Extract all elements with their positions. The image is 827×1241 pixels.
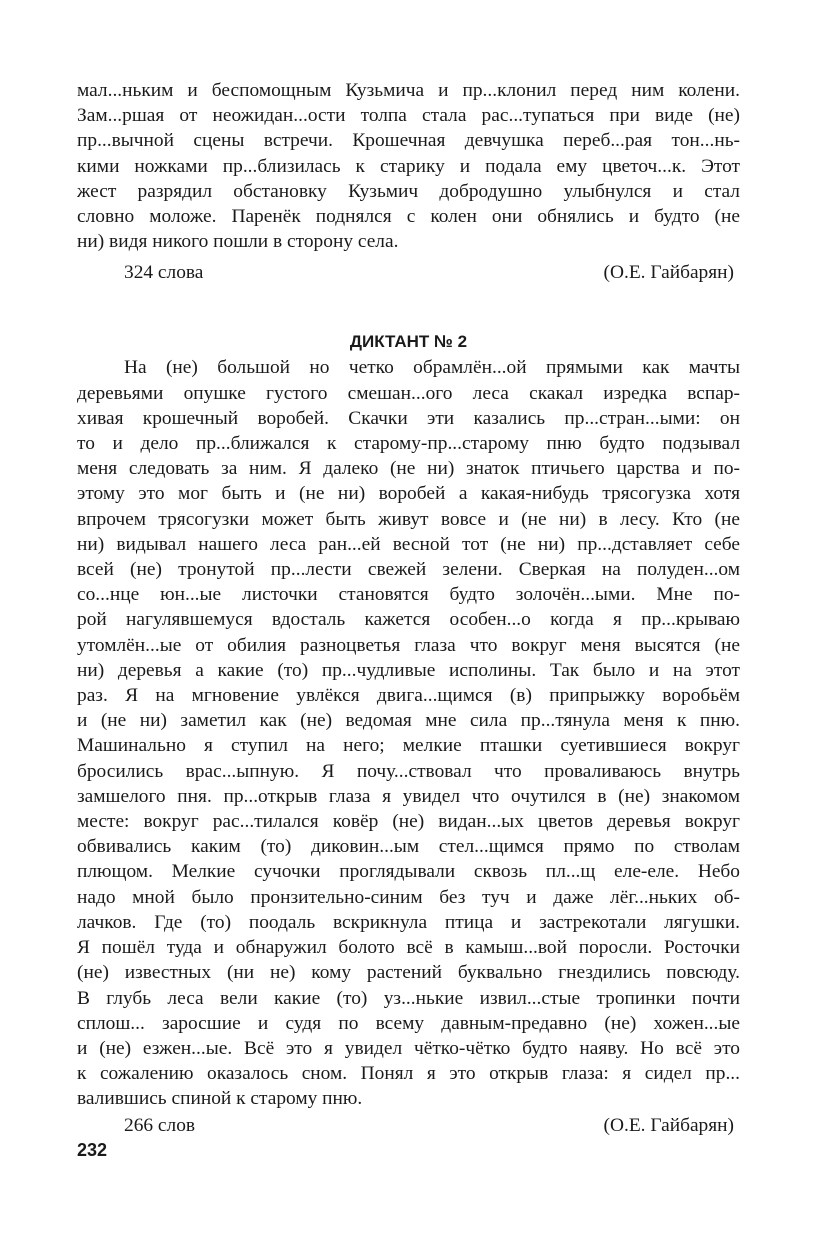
- text-line: На (не) большой но четко обрамлён...ой прямыми как мачты: [124, 357, 740, 379]
- text-line: хивая крошечный воробей. Скачки эти казались пр...стран...ыми: он: [77, 407, 740, 429]
- text-line: В глубь леса вели какие (то) уз...нькие извил...стые тропинки почти: [77, 987, 740, 1009]
- text-line: этому это мог быть и (не ни) воробей а какая-нибудь трясогузка хотя: [77, 483, 740, 505]
- text-line: кими ножками пр...близилась к старику и подала ему цветоч...к. Этот: [77, 155, 740, 177]
- text-line: со...нце юн...ые листочки становятся будто золочён...ыми. Мне по-: [77, 584, 740, 606]
- text-line: и (не) езжен...ые. Всё это я увидел чётко-чётко будто наяву. Но всё это: [77, 1037, 740, 1059]
- text-line: (не) известных (ни не) кому растений буквально гнездились повсюду.: [77, 962, 740, 984]
- author-credit: (О.Е. Гайбарян): [603, 262, 734, 284]
- text-line: мал...ньким и беспомощным Кузьмича и пр...клонил перед ним колени.: [77, 80, 740, 101]
- word-count: 324 слова: [124, 262, 204, 284]
- page-number: 232: [77, 1140, 108, 1160]
- text-line: то и дело пр...ближался к старому-пр...старому пню будто подзывал: [77, 433, 740, 455]
- text-line: замшелого пня. пр...открыв глаза я увидел что очутился в (не) знакомом: [77, 785, 740, 807]
- text-line: ни) видывал нашего леса ран...ей весной тот (не ни) пр...дставляет себе: [77, 533, 740, 555]
- text-line: обвивались каким (то) диковин...ым стел...щимся прямо по стволам: [77, 836, 740, 858]
- text-line: деревьями опушке густого смешан...ого леса скакал изредка вспар-: [77, 382, 740, 404]
- text-line: месте: вокруг рас...тилался ковёр (не) видан...ых цветов деревья вокруг: [77, 811, 740, 833]
- text-line: всей (не) тронутой пр...лести свежей зелени. Сверкая на полуден...ом: [77, 559, 740, 581]
- text-line: Зам...ршая от неожидан...ости толпа стала рас...тупаться при виде (не): [77, 105, 740, 127]
- dictation-1-signature: [77, 260, 740, 285]
- text-line: надо мной было пронзительно-синим без туч и даже лёг...ньких об-: [77, 886, 740, 908]
- text-line: утомлён...ые от обилия разноцветья глаза что вокруг меня высятся (не: [77, 634, 740, 656]
- text-line: валившись спиной к старому пню.: [77, 1088, 363, 1110]
- text-line: лачков. Где (то) поодаль вскрикнула птица и застрекотали лягушки.: [77, 911, 740, 933]
- text-line: Я пошёл туда и обнаружил болото всё в камыш...вой поросли. Росточки: [77, 937, 740, 959]
- dictation-2-signature: [77, 1113, 740, 1138]
- dictation-2-heading: ДИКТАНТ № 2: [349, 332, 468, 352]
- dictation-1-ending: [77, 78, 740, 254]
- text-line: впрочем трясогузки может быть живут вовсе и (не ни) в лесу. Кто (не: [77, 508, 740, 530]
- page-content: [77, 78, 740, 1138]
- text-line: ни) деревья а какие (то) пр...чудливые исполины. Так было и на этот: [77, 659, 740, 681]
- text-line: к сожалению оказалось сном. Понял я это открыв глаза: я сидел пр...: [77, 1063, 740, 1085]
- text-line: словно моложе. Паренёк поднялся с колен они обнялись и будто (не: [77, 206, 740, 228]
- text-line: бросились врас...ыпную. Я почу...ствовал что проваливаюсь внутрь: [77, 760, 740, 782]
- text-line: меня следовать за ним. Я далеко (не ни) знаток птичьего царства и по-: [77, 458, 740, 480]
- word-count: 266 слов: [124, 1114, 196, 1136]
- author-credit: (О.Е. Гайбарян): [603, 1114, 734, 1136]
- text-line: раз. Я на мгновение увлёкся двига...щимся (в) припрыжку воробьём: [77, 685, 740, 707]
- dictation-2-text: [77, 355, 740, 1111]
- text-line: плющом. Мелкие сучочки проглядывали сквозь пл...щ еле-еле. Небо: [77, 861, 740, 883]
- text-line: Машинально я ступил на него; мелкие пташки суетившиеся вокруг: [77, 735, 740, 757]
- text-line: пр...вычной сцены встречи. Крошечная девчушка переб...рая тон...нь-: [77, 130, 740, 152]
- text-line: ни) видя никого пошли в сторону села.: [77, 231, 399, 253]
- text-line: жест разрядил обстановку Кузьмич добродушно улыбнулся и стал: [77, 180, 740, 202]
- text-line: и (не ни) заметил как (не) ведомая мне сила пр...тянула меня к пню.: [77, 710, 740, 732]
- text-line: рой нагулявшемуся вдосталь кажется особен...о когда я пр...крываю: [77, 609, 740, 631]
- text-line: сплош... заросшие и судя по всему давным-предавно (не) хожен...ые: [77, 1012, 740, 1034]
